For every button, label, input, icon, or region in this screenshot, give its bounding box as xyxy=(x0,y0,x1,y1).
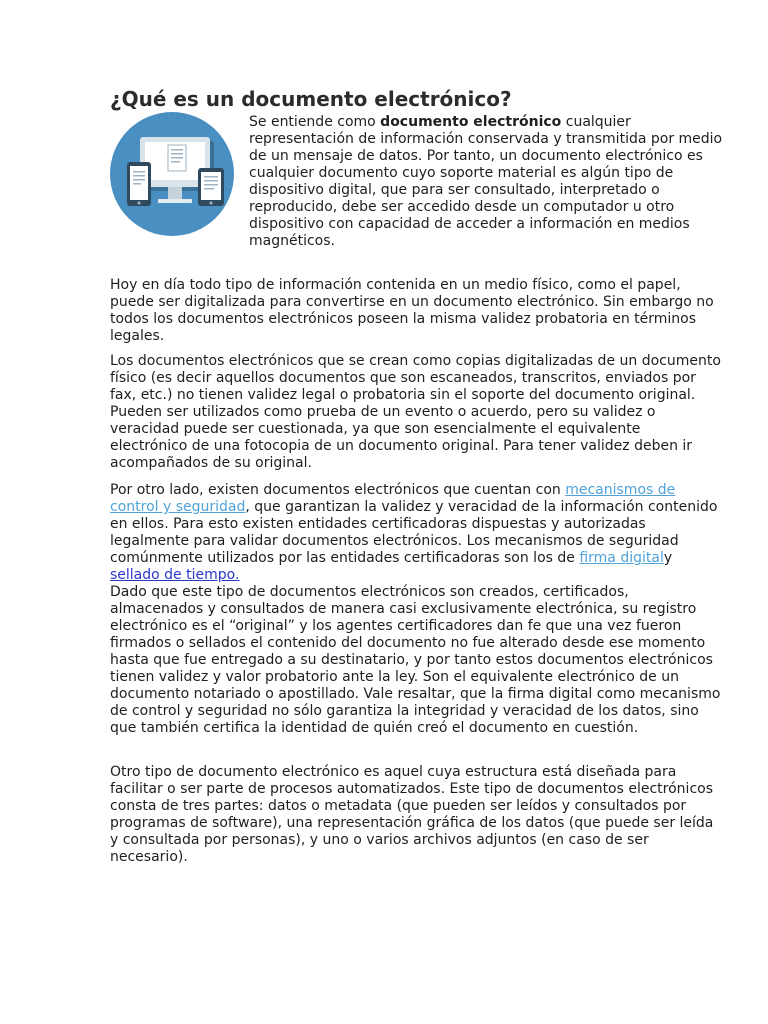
p3-text-before-link: Por otro lado, existen documentos electrónicos que cuentan con xyxy=(110,482,566,498)
page-title: ¿Qué es un documento electrónico? xyxy=(110,87,512,111)
p3-text-middle: , que garantizan la validez y veracidad de la información contenido en ellos. Para esto existen entidades certificadoras dispuestas y autorizadas legalmente para validar documentos electrónicos. Los mecanismos de seguridad comúnmente utilizados por las entidades certificadoras son los de xyxy=(110,499,718,566)
electronic-devices-icon xyxy=(110,112,234,236)
intro-paragraph xyxy=(249,114,729,250)
p3-continuation: Dado que este tipo de documentos electrónicos son creados, certificados, almacenados y consultados de manera casi exclusivamente electrónica, su registro electrónico es el “original” y los agentes certificadores dan fe que una vez fueron firmados o sellados el contenido del documento no fue alterado desde ese momento hasta que fue entregado a su destinatario, y por tanto estos documentos electrónicos tienen validez y valor probatorio ante la ley. Son el equivalente electrónico de un documento notariado o apostillado. Vale resaltar, que la firma digital como mecanismo de control y seguridad no sólo garantiza la integridad y veracidad de los datos, sino que también certifica la identidad de quién creó el documento en cuestión. xyxy=(110,584,721,736)
p3-conjunction: y xyxy=(663,550,673,566)
paragraph-automated-documents: Otro tipo de documento electrónico es aquel cuya estructura está diseñada para facilitar o ser parte de procesos automatizados. Este tipo de documentos electrónicos consta de tres partes: datos o metadata (que pueden ser leídos y consultados por programas de software), una representación gráfica de los datos (que puede ser leída y consultada por personas), y uno o varios archivos adjuntos (en caso de ser necesario). xyxy=(110,764,714,865)
intro-term: documento electrónico xyxy=(380,114,562,130)
paragraph-digital-copies: Los documentos electrónicos que se crean como copias digitalizadas de un documento físico (es decir aquellos documentos que son escaneados, transcritos, enviados por fax, etc.) no tienen validez legal o probatoria sin el soporte del documento original. Pueden ser utilizados como prueba de un evento o acuerdo, pero su validez o veracidad puede ser cuestionada, ya que son esencialmente el equivalente electrónico de una fotocopia de un documento original. Para tener validez deben ir acompañados de su original. xyxy=(110,353,721,471)
paragraph-digitalization: Hoy en día todo tipo de información contenida en un medio físico, como el papel, puede ser digitalizada para convertirse en un documento electrónico. Sin embargo no todos los documentos electrónicos poseen la misma validez probatoria en términos legales. xyxy=(110,277,714,344)
timestamp-link[interactable]: sellado de tiempo. xyxy=(110,567,240,583)
intro-rest: cualquier representación de información conservada y transmitida por medio de un mensaje de datos. Por tanto, un documento electrónico es cualquier documento cuyo soporte material es algún tipo de dispositivo digital, que para ser consultado, interpretado o reproducido, debe ser accedido desde un computador u otro dispositivo con capacidad de acceder a información en medios magnéticos. xyxy=(249,114,723,249)
intro-lead: Se entiende como xyxy=(249,114,381,130)
security-mechanisms-link[interactable]: mecanismos de control y seguridad xyxy=(110,482,676,515)
paragraph-certified-documents xyxy=(110,482,722,737)
digital-signature-link[interactable]: firma digital xyxy=(579,550,664,566)
